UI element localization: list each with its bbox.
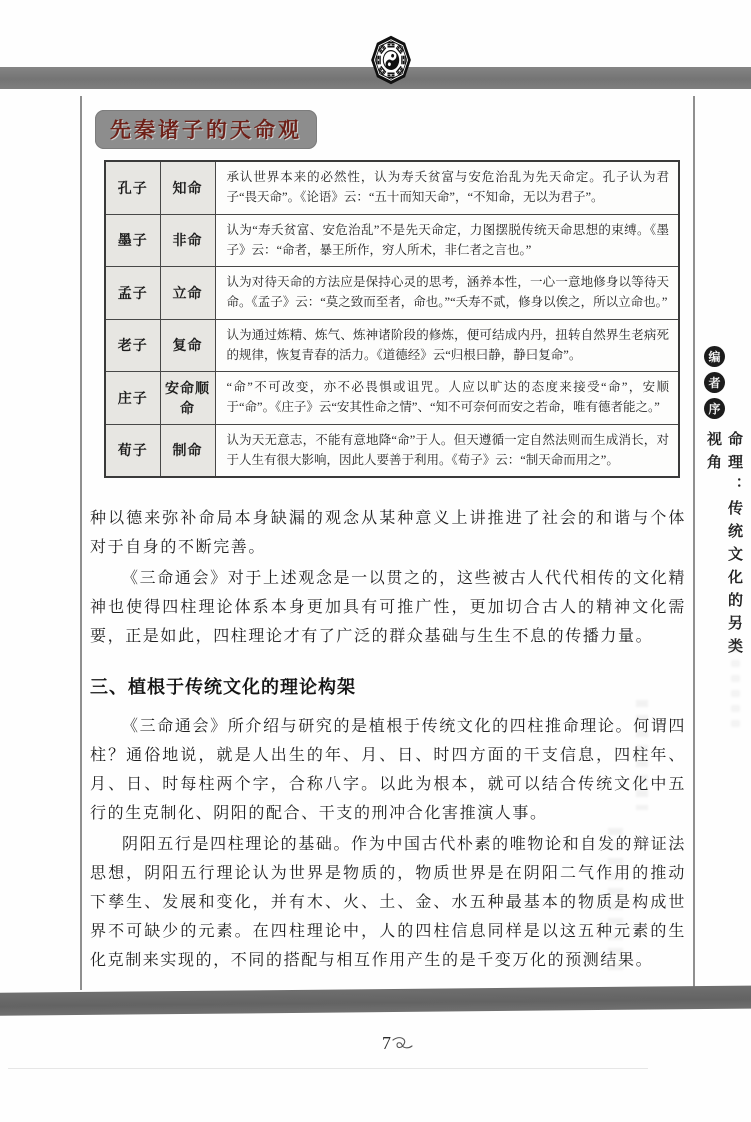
paragraph: 《三命通会》所介绍与研究的是植根于传统文化的四柱推命理论。何谓四柱？通俗地说，就是人出生的年、月、日、时四方面的干支信息，四柱年、月、日、时每柱两个字，合称八字。以此为根本，就可以结合传统文化中五行的生克制化、阴阳的配合、干支的刑冲合化害推演人事。	[90, 718, 686, 822]
philosophers-table-body	[105, 161, 679, 477]
paragraph: 阴阳五行是四柱理论的基础。作为中国古代朴素的唯物论和自发的辩证法思想，阴阳五行理论认为世界是物质的，物质世界是在阴阳二气作用的推动下孳生、发展和变化，并有木、火、土、金、水五种最基本的物质是构成世界不可缺少的元素。在四柱理论中，人的四柱信息同样是以这五种元素的生化克制来实现的，不同的搭配与相互作用产生的是千变万化的预测结果。	[90, 836, 686, 969]
paragraph: 《三命通会》对于上述观念是一以贯之的，这些被古人代代相传的文化精神也使得四柱理论体系本身更加具有可推广性，更加切合古人的精神文化需要，正是如此，四柱理论才有了广泛的群众基础与生生不息的传播力量。	[90, 570, 686, 645]
paragraph: 种以德来弥补命局本身缺漏的观念从某种意义上讲推进了社会的和谐与个体对于自身的不断完善。	[90, 510, 686, 556]
concept-description: “命”不可改变，亦不必畏惧或诅咒。人应以旷达的态度来接受“命”，安顺于“命”。《庄子》云“安其性命之情”、“知不可奈何而安之若命，唯有德者能之。”	[215, 372, 679, 425]
philosopher-name: 庄子	[105, 372, 160, 425]
badge-bian: 编	[704, 346, 725, 367]
concept-label: 安命顺命	[160, 372, 215, 425]
table-row	[105, 372, 679, 425]
concept-description: 认为通过炼精、炼气、炼神诸阶段的修炼，便可结成内丹，扭转自然界生老病死的规律，恢复青春的活力。《道德经》云“归根曰静，静曰复命”。	[215, 319, 679, 372]
scan-artifact-line	[8, 1068, 648, 1069]
philosopher-name: 墨子	[105, 214, 160, 267]
concept-label: 立命	[160, 267, 215, 320]
concept-label: 知命	[160, 161, 215, 214]
scan-bleedthrough-smudge	[636, 700, 648, 810]
concept-description: 认为天无意志，不能有意地降“命”于人。但天遵循一定自然法则而生成消长，对于人生有很大影响，因此人要善于利用。《荀子》云：“制天命而用之”。	[215, 424, 679, 477]
section-banner	[95, 110, 317, 149]
table-row	[105, 214, 679, 267]
page-footer	[0, 1033, 751, 1054]
table-row	[105, 319, 679, 372]
philosopher-name: 孟子	[105, 267, 160, 320]
scan-bleedthrough-smudge	[731, 645, 740, 730]
page-frame-right-rule	[693, 96, 695, 990]
scan-bleedthrough-smudge	[608, 828, 623, 978]
sidebar-vertical-title: 命理：传统文化的另类视角	[705, 431, 743, 661]
concept-description: 承认世界本来的必然性，认为寿夭贫富与安危治乱为先天命定。孔子认为君子“畏天命”。《论语》云：“五十而知天命”，“不知命，无以为君子”。	[215, 161, 679, 214]
bagua-yinyang-icon	[371, 34, 411, 91]
philosopher-name: 孔子	[105, 161, 160, 214]
badge-zhe: 者	[704, 372, 725, 393]
concept-label: 非命	[160, 214, 215, 267]
philosophers-table	[104, 160, 680, 478]
badge-xu: 序	[704, 398, 725, 419]
margin-sidebar	[700, 346, 743, 681]
page-number-flourish-icon	[391, 1037, 413, 1053]
section-heading: 三、植根于传统文化的理论构架	[90, 677, 356, 697]
concept-description: 认为“寿夭贫富、安危治乱”不是先天命定，力图摆脱传统天命思想的束缚。《墨子》云：“命者，暴王所作，穷人所术，非仁者之言也。”	[215, 214, 679, 267]
concept-description: 认为对待天命的方法应是保持心灵的思考，涵养本性，一心一意地修身以等待天命。《孟子》云：“莫之致而至者，命也。”“夭寿不贰，修身以俟之，所以立命也。”	[215, 267, 679, 320]
concept-label: 复命	[160, 319, 215, 372]
page-number: 7	[382, 1033, 391, 1053]
table-row	[105, 267, 679, 320]
table-row	[105, 161, 679, 214]
philosopher-name: 荀子	[105, 424, 160, 477]
banner-title: 先秦诸子的天命观	[110, 119, 302, 142]
table-row	[105, 424, 679, 477]
page-frame-left-rule	[80, 96, 82, 990]
concept-label: 制命	[160, 424, 215, 477]
philosopher-name: 老子	[105, 319, 160, 372]
bottom-divider-band	[0, 985, 751, 1016]
body-text	[90, 504, 686, 975]
